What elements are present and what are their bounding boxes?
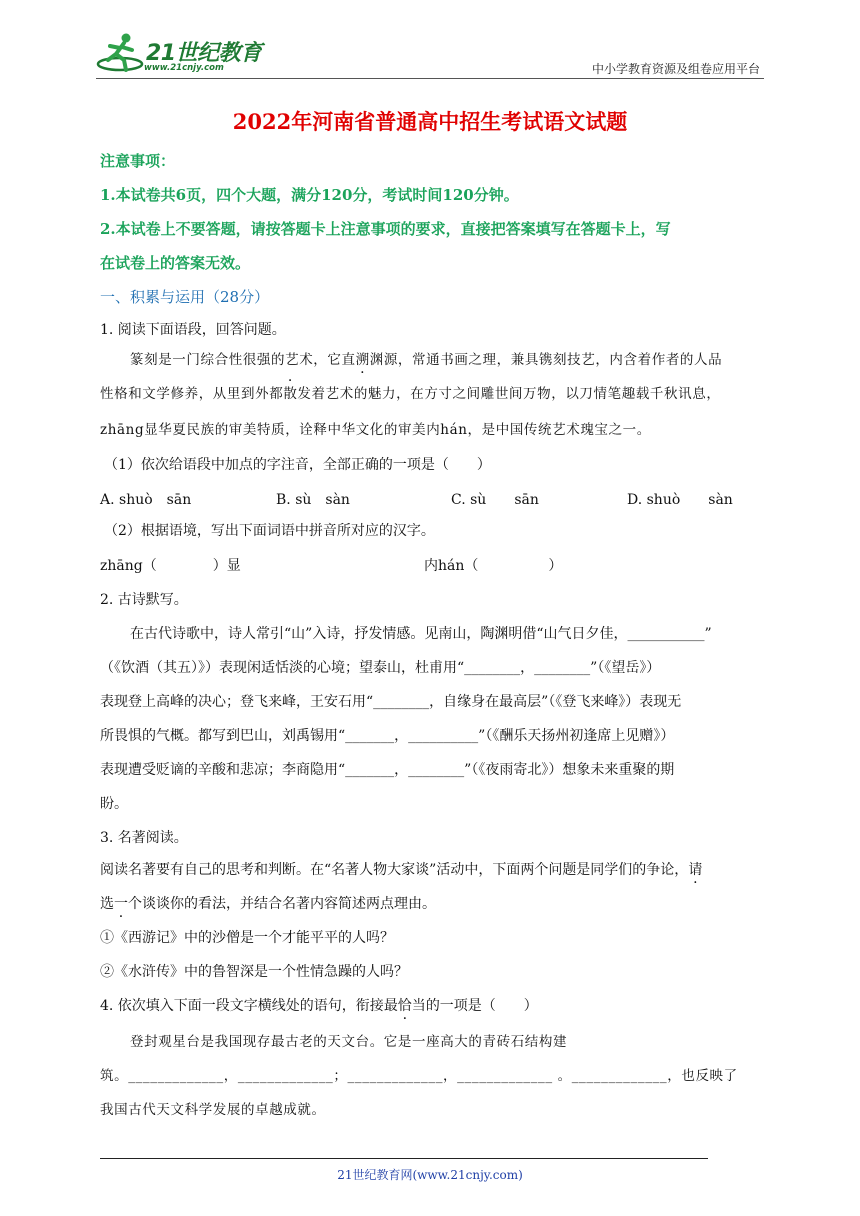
q1-text: 渊源，常通书画之理，兼具镌刻技艺，内含着作者的人品 (369, 352, 723, 368)
q3-item-2: ②《水浒传》中的鲁智深是一个性情急躁的人吗？ (100, 964, 408, 980)
note-item-2-line-2: 在试卷上的答案无效。 (100, 254, 251, 272)
q1-sub1: （1）依次给语段中加点的字注音，全部正确的一项是（ ） (104, 457, 491, 473)
q3-text: 谈谈你的看法，并结合名著内容简述两点理由。 (142, 896, 436, 912)
logo-text: 21世纪教育 (146, 41, 262, 66)
site-logo[interactable] (96, 30, 266, 78)
q2-line-2: （《饮酒（其五）》）表现闲适恬淡的心境；望泰山，杜甫用“________，________”（《望岳》） (100, 660, 661, 676)
q1-text: 发着艺术的魅力，在方寸之间雕世间万物，以刀情笔趣载千秋讯息， (297, 386, 721, 402)
section-heading: 一、积累与运用（28分） (100, 288, 270, 306)
blank-zhang[interactable]: zhāng（ ）显 (100, 558, 241, 574)
note-item-1: 1.本试卷共6页，四个大题，满分120分，考试时间120分钟。 (100, 186, 519, 204)
footer-link[interactable]: 21世纪教育网(www.21cnjy.com) (337, 1168, 523, 1182)
notes-heading: 注意事项： (100, 152, 176, 170)
option-d[interactable]: D. shuò sàn (627, 492, 733, 508)
q4-paragraph-line-3: 我国古代天文科学发展的卓越成就。 (100, 1102, 326, 1118)
blank-han[interactable]: 内hán（ ） (424, 558, 563, 574)
q2-line-5: 表现遭受贬谪的辛酸和悲凉；李商隐用“_______，________”（《夜雨寄北》）想象未来重聚的期 (100, 762, 675, 778)
q2-line-4: 所畏惧的气概。都写到巴山，刘禹锡用“_______，__________”（《酬乐天扬州初逢席上见赠》） (100, 728, 675, 744)
q4-paragraph-line-1: 登封观星台是我国现存最古老的天文台。它是一座高大的青砖石结构建 (130, 1034, 568, 1050)
q2-line-1: 在古代诗歌中，诗人常引“山”入诗，抒发情感。见南山，陶渊明借“山气日夕佳，___________” (130, 626, 712, 642)
q3-item-1: ①《西游记》中的沙僧是一个才能平平的人吗？ (100, 930, 394, 946)
q3-text: 阅读名著要有自己的思考和判断。在“名著人物大家谈”活动中，下面两个问题是同学们的争论， (100, 862, 689, 878)
exam-title: 2022年河南省普通高中招生考试语文试题 (232, 109, 628, 134)
runner-icon (96, 30, 144, 76)
dotted-char: 请 (688, 862, 703, 878)
header-divider (96, 78, 764, 79)
q3-stem: 3. 名著阅读。 (100, 830, 188, 846)
option-c[interactable]: C. sù sān (451, 492, 539, 508)
q1-paragraph-line-1 (130, 350, 722, 370)
q3-line-2 (100, 894, 436, 914)
q3-line-1 (100, 860, 702, 880)
q1-text: 性格和文学修养，从里到外都 (100, 386, 284, 402)
q2-line-6: 盼。 (100, 796, 128, 812)
q4-paragraph-line-2: 筑。_____________，_____________；_____________，_____________ 。_____________，也反映了 (100, 1068, 738, 1084)
footer-divider (100, 1158, 708, 1159)
q2-stem: 2. 古诗默写。 (100, 592, 188, 608)
option-b[interactable]: B. sù sàn (276, 492, 350, 508)
q1-paragraph-line-2 (100, 384, 720, 404)
q1-stem: 1. 阅读下面语段，回答问题。 (100, 322, 286, 338)
platform-label: 中小学教育资源及组卷应用平台 (591, 62, 760, 76)
dotted-chars: 选一个 (100, 896, 142, 912)
option-a[interactable]: A. shuò sān (100, 492, 192, 508)
q4-text: 4. 依次填入下面一段文字横线处的语句，衔接 (100, 998, 384, 1014)
dotted-char: 溯 (355, 352, 370, 368)
q1-text: 篆刻是一门综合性很强的艺术，它直 (130, 352, 356, 368)
q4-stem (100, 996, 538, 1016)
q2-line-3: 表现登上高峰的决心；登飞来峰，王安石用“________，自缘身在最高层”（《登飞来峰》）表现无 (100, 694, 682, 710)
note-item-2-line-1: 2.本试卷上不要答题，请按答题卡上注意事项的要求，直接把答案填写在答题卡上，写 (100, 220, 671, 238)
q4-text: 的一项是（ ） (425, 998, 538, 1014)
logo-url: www.21cnjy.com (144, 63, 224, 73)
dotted-char: 散 (283, 386, 298, 402)
dotted-chars: 最恰当 (383, 998, 426, 1014)
q1-sub2: （2）根据语境，写出下面词语中拼音所对应的汉字。 (104, 523, 435, 539)
q1-paragraph-line-3: zhāng显华夏民族的审美特质，诠释中华文化的审美内hán，是中国传统艺术瑰宝之一。 (100, 422, 651, 438)
